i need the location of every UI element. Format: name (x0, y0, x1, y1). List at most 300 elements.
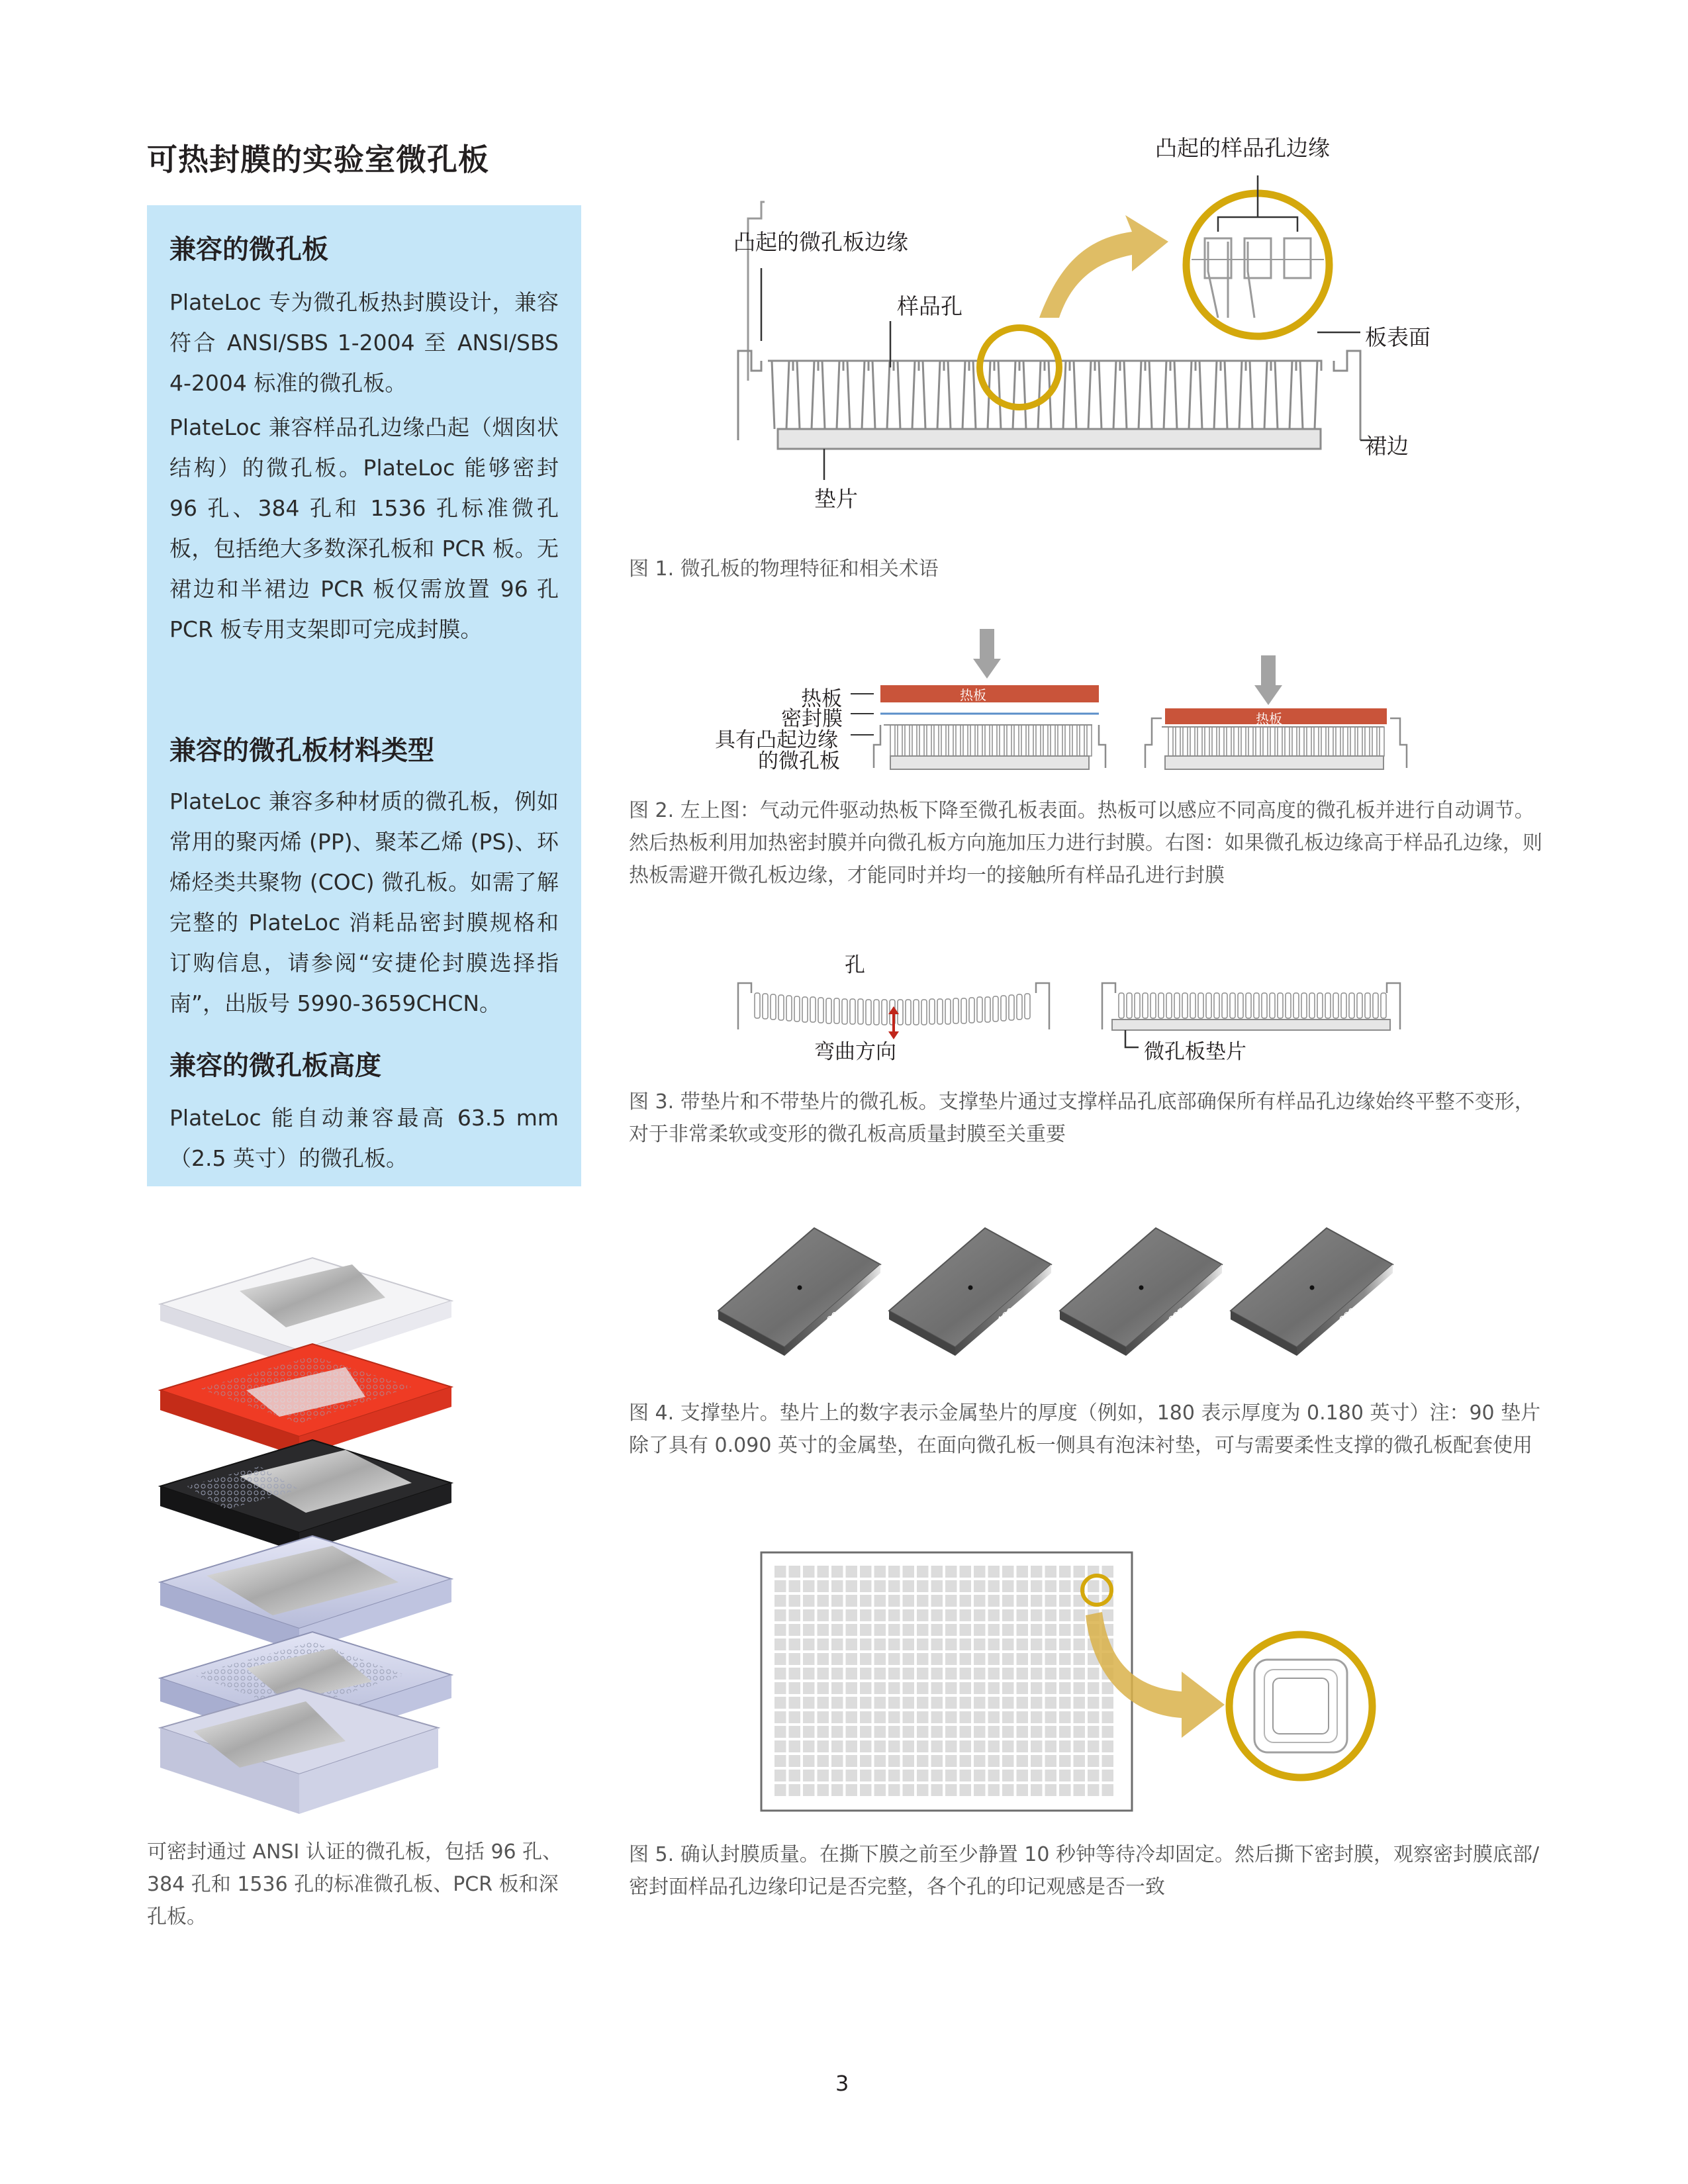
well-imprint (988, 1711, 1000, 1723)
well-imprint (1059, 1638, 1071, 1650)
well-imprint (960, 1624, 972, 1636)
plate-well (1286, 993, 1291, 1018)
well-imprint (860, 1697, 872, 1709)
well-imprint (846, 1653, 858, 1665)
well-imprint (803, 1770, 815, 1781)
label-plate-pad: 微孔板垫片 (1144, 1040, 1246, 1064)
well-imprint (774, 1755, 786, 1767)
well-imprint (818, 1595, 829, 1607)
figure2-heat-seal-diagram (861, 629, 1423, 781)
well-imprint (860, 1755, 872, 1767)
plate-well (1234, 727, 1239, 756)
well-imprint (831, 1711, 843, 1723)
well-imprint (846, 1770, 858, 1781)
well-imprint (988, 1566, 1000, 1578)
well-imprint (945, 1638, 957, 1650)
well-imprint (1045, 1595, 1057, 1607)
plate-well (771, 994, 776, 1020)
pad-thickness-label: 180 (996, 1306, 1017, 1327)
well-imprint (945, 1784, 957, 1796)
well-imprint (1059, 1624, 1071, 1636)
plate-well (1227, 727, 1231, 756)
figure3-caption: 图 3. 带垫片和不带垫片的微孔板。支撑垫片通过支撑样品孔底部确保所有样品孔边缘始终平整不变形，对于非常柔软或变形的微孔板高质量封膜至关重要 (629, 1090, 1534, 1146)
well-imprint (945, 1740, 957, 1752)
well-imprint (960, 1566, 972, 1578)
well-imprint (988, 1580, 1000, 1592)
plate-well (1262, 993, 1267, 1018)
well-imprint (917, 1740, 929, 1752)
well-imprint (945, 1609, 957, 1621)
well-imprint (974, 1682, 986, 1694)
well-imprint (1059, 1726, 1071, 1738)
well-imprint (1045, 1784, 1057, 1796)
well-imprint (803, 1668, 815, 1680)
well-imprint (931, 1740, 943, 1752)
well-imprint (1088, 1726, 1100, 1738)
well-imprint (1031, 1580, 1043, 1592)
well-imprint (874, 1609, 886, 1621)
well-imprint (1059, 1784, 1071, 1796)
well-imprint (974, 1740, 986, 1752)
plate-well (1021, 725, 1026, 756)
well-imprint (803, 1784, 815, 1796)
well-imprint (818, 1784, 829, 1796)
sample-well (843, 361, 868, 429)
well-imprint (960, 1668, 972, 1680)
well-imprint (931, 1638, 943, 1650)
well-imprint (803, 1580, 815, 1592)
well-imprint (931, 1711, 943, 1723)
sample-well (1170, 361, 1196, 429)
plate-well (1292, 727, 1297, 756)
well-imprint (903, 1740, 915, 1752)
well-imprint (774, 1682, 786, 1694)
well-imprint (888, 1609, 900, 1621)
well-imprint (846, 1711, 858, 1723)
label-seal: 密封膜 (781, 707, 843, 731)
label-hot-plate: 热板 (801, 687, 842, 711)
well-imprint (789, 1609, 801, 1621)
well-imprint (789, 1740, 801, 1752)
plate-well (945, 999, 951, 1024)
plate-well (1176, 727, 1180, 756)
well-imprint (846, 1638, 858, 1650)
well-imprint (1031, 1755, 1043, 1767)
plate-well (1248, 727, 1253, 756)
well-imprint (988, 1770, 1000, 1781)
pad-thickness-label: 90 (825, 1309, 842, 1327)
sample-well (919, 361, 944, 429)
well-imprint (1045, 1770, 1057, 1781)
well-imprint (1017, 1668, 1029, 1680)
well-imprint (974, 1697, 986, 1709)
well-imprint (917, 1624, 929, 1636)
well-imprint (974, 1726, 986, 1738)
well-imprint (818, 1653, 829, 1665)
plate-well (755, 993, 760, 1018)
well-imprint (917, 1609, 929, 1621)
well-imprint (1088, 1740, 1100, 1752)
well-imprint (874, 1566, 886, 1578)
well-imprint (1074, 1624, 1086, 1636)
well-imprint (1017, 1595, 1029, 1607)
plate-well (1168, 727, 1173, 756)
plate-well (1238, 993, 1243, 1018)
well-imprint (917, 1566, 929, 1578)
plate-well (1309, 993, 1315, 1018)
well-imprint (1102, 1682, 1114, 1694)
well-imprint (960, 1653, 972, 1665)
well-imprint (874, 1784, 886, 1796)
well-imprint (903, 1580, 915, 1592)
well-imprint (903, 1784, 915, 1796)
well-imprint (917, 1784, 929, 1796)
well-imprint (774, 1595, 786, 1607)
plate-well (949, 725, 953, 756)
well-imprint (1031, 1624, 1043, 1636)
well-imprint (1088, 1697, 1100, 1709)
well-imprint (1002, 1653, 1014, 1665)
well-imprint (846, 1697, 858, 1709)
well-imprint (974, 1784, 986, 1796)
plate-well (898, 725, 902, 756)
well-imprint (1002, 1682, 1014, 1694)
well-imprint (988, 1653, 1000, 1665)
plate-well (1329, 727, 1333, 756)
well-imprint (903, 1726, 915, 1738)
well-imprint (974, 1653, 986, 1665)
plate-well (1254, 993, 1259, 1018)
well-imprint (1045, 1653, 1057, 1665)
well-imprint (917, 1638, 929, 1650)
well-imprint (1059, 1755, 1071, 1767)
well-imprint (1059, 1682, 1071, 1694)
plate-well (1058, 725, 1062, 756)
well-imprint (846, 1784, 858, 1796)
plate-well (1206, 993, 1211, 1018)
well-imprint (1045, 1697, 1057, 1709)
well-imprint (1017, 1740, 1029, 1752)
plate-well (786, 996, 792, 1021)
plate-well (1299, 727, 1304, 756)
well-imprint (960, 1595, 972, 1607)
well-imprint (818, 1609, 829, 1621)
well-imprint (789, 1682, 801, 1694)
well-imprint (1045, 1638, 1057, 1650)
well-imprint (860, 1668, 872, 1680)
well-imprint (917, 1668, 929, 1680)
well-imprint (846, 1609, 858, 1621)
well-imprint (860, 1740, 872, 1752)
label-bend-direction: 弯曲方向 (814, 1040, 896, 1064)
well-imprint (874, 1595, 886, 1607)
well-imprint (803, 1697, 815, 1709)
well-imprint (1088, 1668, 1100, 1680)
sample-well (1070, 361, 1095, 429)
plate-well (1350, 727, 1355, 756)
well-imprint (1031, 1770, 1043, 1781)
well-imprint (803, 1566, 815, 1578)
well-imprint (903, 1609, 915, 1621)
well-imprint (988, 1682, 1000, 1694)
well-imprint (860, 1784, 872, 1796)
sidebar-heading-compatible-plates: 兼容的微孔板 (169, 234, 328, 265)
plate-well (1043, 725, 1048, 756)
well-imprint (818, 1638, 829, 1650)
well-imprint (874, 1668, 886, 1680)
well-imprint (774, 1697, 786, 1709)
plate-well (1293, 993, 1299, 1018)
well-imprint (803, 1595, 815, 1607)
plate-well (826, 998, 831, 1023)
plate-well (969, 998, 974, 1023)
sidebar-box (147, 205, 581, 1186)
well-imprint (831, 1638, 843, 1650)
well-imprint (789, 1784, 801, 1796)
plate-well (1317, 993, 1323, 1018)
plate-well (953, 998, 959, 1023)
plate-well (1190, 727, 1195, 756)
plate-well (1270, 727, 1275, 756)
plate-well (977, 997, 982, 1022)
well-imprint (1045, 1609, 1057, 1621)
well-imprint (846, 1726, 858, 1738)
plate-well (802, 997, 808, 1022)
well-imprint (888, 1580, 900, 1592)
well-imprint (789, 1638, 801, 1650)
support-pad (889, 1228, 1051, 1356)
plate-well (1219, 727, 1224, 756)
well-imprint (774, 1784, 786, 1796)
well-imprint (974, 1609, 986, 1621)
right-hot-plate-text: 热板 (1256, 711, 1282, 727)
plate-well (1380, 727, 1384, 756)
well-imprint (774, 1770, 786, 1781)
plate-well (1365, 993, 1370, 1018)
well-imprint (1002, 1784, 1014, 1796)
plate-well (1285, 727, 1289, 756)
well-imprint (803, 1755, 815, 1767)
well-imprint (874, 1726, 886, 1738)
well-imprint (960, 1740, 972, 1752)
well-imprint (860, 1770, 872, 1781)
support-pad (718, 1228, 880, 1356)
well-imprint (803, 1682, 815, 1694)
well-imprint (803, 1653, 815, 1665)
well-imprint (846, 1595, 858, 1607)
well-imprint (1059, 1653, 1071, 1665)
well-imprint (1045, 1726, 1057, 1738)
well-imprint (888, 1595, 900, 1607)
plate-well (1336, 727, 1340, 756)
plate-well (850, 999, 855, 1024)
plate-well (927, 725, 931, 756)
well-imprint (945, 1580, 957, 1592)
well-imprint (931, 1566, 943, 1578)
well-imprint (789, 1770, 801, 1781)
well-imprint (874, 1740, 886, 1752)
plate-well (1158, 993, 1164, 1018)
well-imprint (1031, 1653, 1043, 1665)
plate-well (1007, 725, 1011, 756)
plate-well (1119, 993, 1124, 1018)
well-imprint (945, 1726, 957, 1738)
well-imprint (1045, 1624, 1057, 1636)
well-imprint (988, 1595, 1000, 1607)
well-imprint (860, 1624, 872, 1636)
figure4-caption: 图 4. 支撑垫片。垫片上的数字表示金属垫片的厚度（例如，180 表示厚度为 0.180 英寸）注：90 垫片除了具有 0.090 英寸的金属垫，在面向微孔板一侧具有泡沫衬垫，可与需要柔性支撑的微孔板配套使用 (629, 1401, 1541, 1457)
well-imprint (960, 1580, 972, 1592)
well-imprint (960, 1784, 972, 1796)
well-imprint (931, 1668, 943, 1680)
well-imprint (931, 1624, 943, 1636)
well-imprint (945, 1682, 957, 1694)
plate-well (919, 725, 924, 756)
well-imprint (831, 1580, 843, 1592)
well-imprint (1031, 1638, 1043, 1650)
well-imprint (931, 1653, 943, 1665)
well-imprint (1002, 1595, 1014, 1607)
pad-thickness-label: 280 (1337, 1306, 1359, 1327)
well-imprint (1031, 1609, 1043, 1621)
well-imprint (917, 1697, 929, 1709)
well-imprint (818, 1624, 829, 1636)
figure5-seal-check (758, 1549, 1387, 1814)
well-imprint (1074, 1726, 1086, 1738)
well-imprint (774, 1609, 786, 1621)
plate-well (1166, 993, 1172, 1018)
well-imprint (988, 1726, 1000, 1738)
well-imprint (1074, 1653, 1086, 1665)
well-imprint (1059, 1740, 1071, 1752)
well-imprint (931, 1580, 943, 1592)
well-imprint (931, 1697, 943, 1709)
plate-well (763, 994, 768, 1019)
plate-well (1029, 725, 1033, 756)
page-title: 可热封膜的实验室微孔板 (147, 142, 489, 177)
well-imprint (1002, 1740, 1014, 1752)
well-imprint (874, 1682, 886, 1694)
well-imprint (1074, 1682, 1086, 1694)
plate-well (985, 997, 990, 1022)
figure2-caption: 图 2. 左上图：气动元件驱动热板下降至微孔板表面。热板可以感应不同高度的微孔板并进行自动调节。然后热板利用加热密封膜并向微孔板方向施加压力进行封膜。右图：如果微孔板边缘高于样品孔边缘，则热板需避开微孔板边缘，才能同时并均一的接触所有样品孔进行封膜 (629, 799, 1542, 887)
well-imprint (888, 1784, 900, 1796)
well-imprint (789, 1697, 801, 1709)
well-imprint (1045, 1580, 1057, 1592)
plate-well (934, 725, 939, 756)
well-imprint (1045, 1740, 1057, 1752)
well-imprint (1017, 1624, 1029, 1636)
well-imprint (831, 1566, 843, 1578)
well-imprint (931, 1682, 943, 1694)
well-imprint (1102, 1697, 1114, 1709)
plate-well (1341, 993, 1346, 1018)
plate-well (941, 725, 946, 756)
well-imprint (831, 1609, 843, 1621)
sample-well (768, 361, 793, 429)
plate-well (1150, 993, 1156, 1018)
well-imprint (1031, 1668, 1043, 1680)
well-imprint (860, 1609, 872, 1621)
well-imprint (789, 1755, 801, 1767)
sample-well (944, 361, 969, 429)
well-imprint (818, 1770, 829, 1781)
plate-well (1372, 727, 1377, 756)
well-imprint (903, 1595, 915, 1607)
well-imprint (931, 1784, 943, 1796)
sample-well (1145, 361, 1170, 429)
well-imprint (1088, 1580, 1100, 1592)
well-imprint (903, 1624, 915, 1636)
left-plate-wells (884, 725, 1092, 756)
sample-well (793, 361, 818, 429)
well-imprint (860, 1682, 872, 1694)
well-imprint (903, 1566, 915, 1578)
well-imprint (1031, 1566, 1043, 1578)
well-imprint (1017, 1711, 1029, 1723)
sidebar-paragraph-3: PlateLoc 兼容多种材质的微孔板，例如常用的聚丙烯 (PP)、聚苯乙烯 (PS)、环烯烃类共聚物 (COC) 微孔板。如需了解完整的 PlateLoc 消耗品密封膜规格和订购信息，请参阅“安捷伦封膜选择指南”，出版号 5990-3659CHCN。 (169, 788, 559, 1016)
plate-well (1358, 727, 1362, 756)
well-imprint (874, 1580, 886, 1592)
well-imprint (1002, 1624, 1014, 1636)
pad-thickness-label: 235 (1166, 1306, 1188, 1327)
well-imprint (1059, 1609, 1071, 1621)
well-imprint (874, 1770, 886, 1781)
well-imprint (988, 1638, 1000, 1650)
well-imprint (831, 1595, 843, 1607)
well-imprint (846, 1755, 858, 1767)
well-imprint (1102, 1609, 1114, 1621)
well-imprint (831, 1624, 843, 1636)
well-imprint (917, 1755, 929, 1767)
well-imprint (1102, 1711, 1114, 1723)
well-imprint (1074, 1697, 1086, 1709)
label-well: 孔 (845, 953, 865, 977)
well-imprint (789, 1711, 801, 1723)
well-imprint (789, 1595, 801, 1607)
well-imprint (988, 1697, 1000, 1709)
sidebar-paragraph-1: PlateLoc 专为微孔板热封膜设计，兼容符合 ANSI/SBS 1-2004 至 ANSI/SBS 4-2004 标准的微孔板。 (169, 289, 559, 396)
plate-with-pad (1119, 993, 1386, 1018)
well-imprint (831, 1770, 843, 1781)
well-imprint (774, 1668, 786, 1680)
plate-well (1278, 993, 1283, 1018)
well-imprint (945, 1595, 957, 1607)
well-imprint (960, 1682, 972, 1694)
well-imprint (874, 1697, 886, 1709)
well-imprint (789, 1580, 801, 1592)
plate-well (882, 1000, 887, 1025)
plate-well (1025, 994, 1030, 1019)
well-imprint (974, 1711, 986, 1723)
plate-well (1143, 993, 1148, 1018)
well-imprint (1017, 1609, 1029, 1621)
well-imprint (945, 1711, 957, 1723)
well-imprint (988, 1784, 1000, 1796)
support-pad (1231, 1228, 1393, 1356)
plate-well (1001, 996, 1006, 1021)
well-imprint (831, 1668, 843, 1680)
label-raised-rim-plate-1: 具有凸起边缘 (715, 728, 838, 752)
well-imprint (888, 1755, 900, 1767)
well-imprint (903, 1653, 915, 1665)
well-imprint (846, 1566, 858, 1578)
plate-well (1301, 993, 1307, 1018)
well-imprint (846, 1740, 858, 1752)
plate-well (1214, 993, 1219, 1018)
plate-well (1222, 993, 1227, 1018)
well-imprint (1017, 1580, 1029, 1592)
